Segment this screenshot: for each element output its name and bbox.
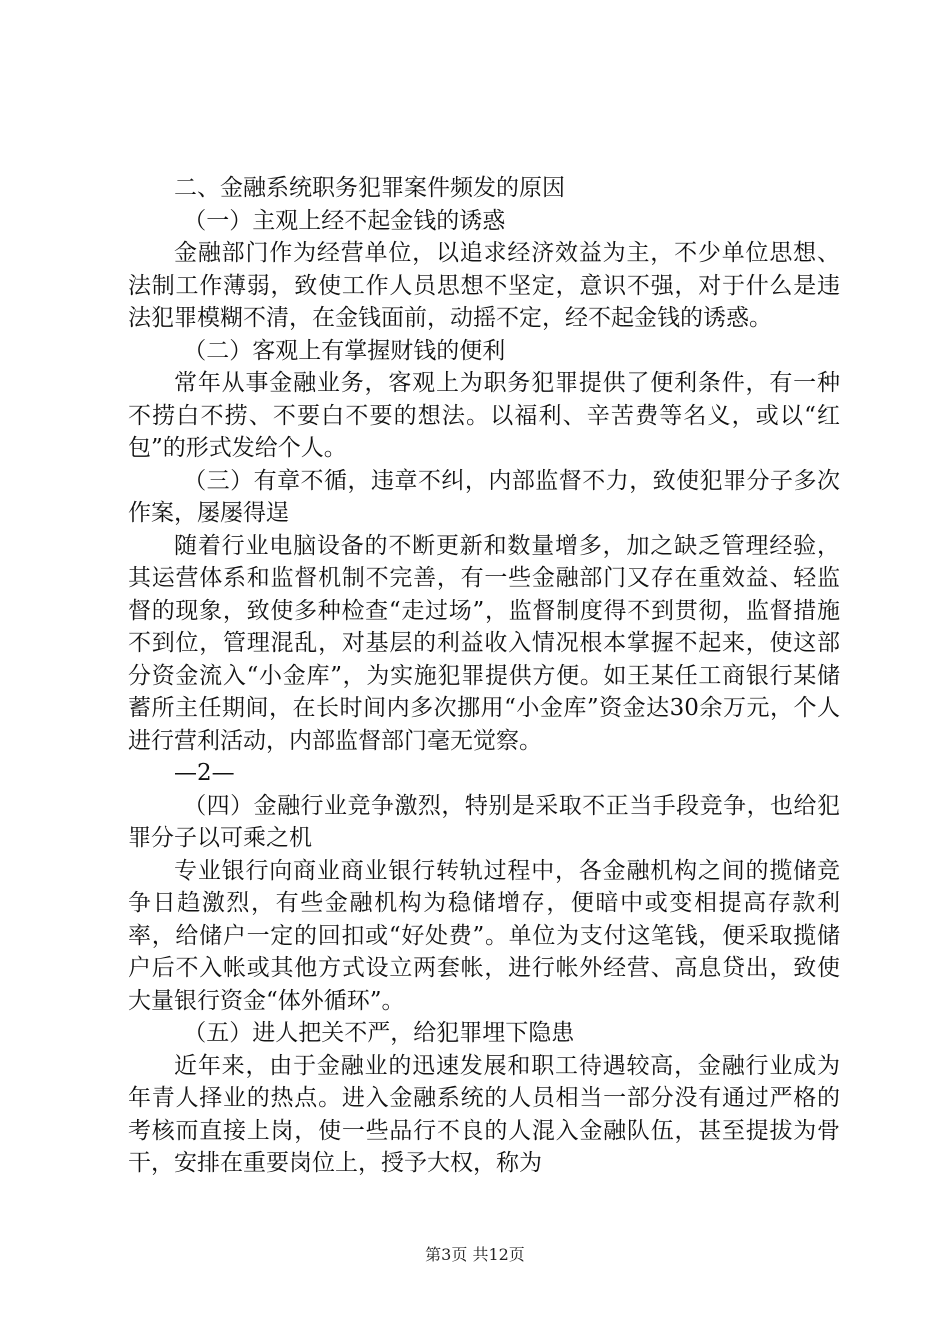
section-title: 二、金融系统职务犯罪案件频发的原因 [174,175,565,201]
subheading-3: （三）有章不循，违章不纠，内部监督不力，致使犯罪分子多次作案，屡屡得逞 [128,467,840,526]
subheading-4: （四）金融行业竞争激烈，特别是采取不正当手段竞争，也给犯罪分子以可乘之机 [128,792,840,851]
page-footer [0,1245,950,1265]
paragraph-2: 常年从事金融业务，客观上为职务犯罪提供了便利条件，有一种不捞白不捞、不要白不要的想法。以福利、辛苦费等名义，或以“红包”的形式发给个人。 [128,370,840,461]
inline-page-number: —2— [174,760,235,786]
subheading-5: （五）进人把关不严，给犯罪埋下隐患 [183,1020,575,1046]
subheading-2: （二）客观上有掌握财钱的便利 [183,337,506,364]
subheading-1: （一）主观上经不起金钱的诱惑 [183,207,506,234]
document-body [128,172,840,1180]
paragraph-5: 近年来，由于金融业的迅速发展和职工待遇较高，金融行业成为年青人择业的热点。进入金融系统的人员相当一部分没有通过严格的考核而直接上岗，使一些品行不良的人混入金融队伍，甚至提拔为骨干，安排在重要岗位上，授予大权，称为 [128,1052,840,1176]
paragraph-3: 随着行业电脑设备的不断更新和数量增多，加之缺乏管理经验，其运营体系和监督机制不完善，有一些金融部门又存在重效益、轻监督的现象，致使多种检查“走过场”，监督制度得不到贯彻，监督措施不到位，管理混乱，对基层的利益收入情况根本掌握不起来，使这部分资金流入“小金库”，为实施犯罪提供方便。如王某任工商银行某储蓄所主任期间，在长时间内多次挪用“小金库”资金达30余万元，个人进行营利活动，内部监督部门毫无觉察。 [128,532,840,754]
paragraph-4: 专业银行向商业商业银行转轨过程中，各金融机构之间的揽储竞争日趋激烈，有些金融机构为稳储增存，便暗中或变相提高存款利率，给储户一定的回扣或“好处费”。单位为支付这笔钱，便采取揽储户后不入帐或其他方式设立两套帐，进行帐外经营、高息贷出，致使大量银行资金“体外循环”。 [128,857,840,1014]
page-counter: 第3页 共12页 [425,1245,525,1264]
paragraph-1: 金融部门作为经营单位，以追求经济效益为主，不少单位思想、法制工作薄弱，致使工作人员思想不坚定，意识不强，对于什么是违法犯罪模糊不清，在金钱面前，动摇不定，经不起金钱的诱惑。 [128,240,840,331]
